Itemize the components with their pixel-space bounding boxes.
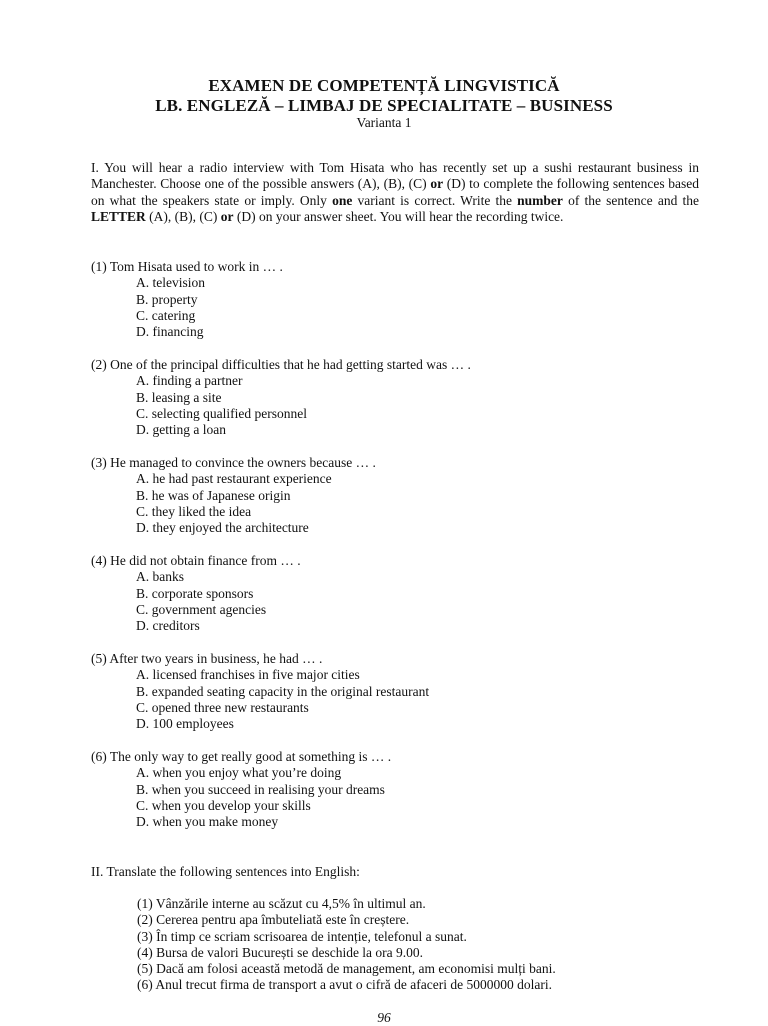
- instruction-text: (A), (B), (C): [145, 208, 221, 224]
- answer-option-c: C. government agencies: [136, 601, 267, 617]
- answer-option-b: B. he was of Japanese origin: [136, 487, 291, 503]
- answer-option-b: B. property: [136, 291, 198, 307]
- instruction-emphasis: one: [332, 192, 353, 208]
- answer-options: [91, 373, 711, 438]
- instruction-text: (D) on your answer sheet. You will hear the recording twice.: [233, 208, 564, 224]
- answer-option-c: C. they liked the idea: [136, 503, 252, 519]
- question-2: [91, 357, 711, 438]
- answer-option-b: B. expanded seating capacity in the original restaurant: [136, 683, 430, 699]
- translation-sentence: (5) Dacă am folosi această metodă de management, am economisi mulți bani.: [137, 961, 556, 977]
- answer-option-d: D. getting a loan: [136, 422, 226, 438]
- answer-options: [91, 765, 711, 830]
- instruction-text: of the sentence and the: [562, 192, 699, 208]
- instruction-text: variant is correct. Write the: [352, 192, 518, 208]
- answer-option-b: B. corporate sponsors: [136, 585, 254, 601]
- answer-option-c: C. when you develop your skills: [136, 797, 311, 813]
- question-stem: (4) He did not obtain finance from … .: [91, 553, 301, 568]
- answer-option-d: D. creditors: [136, 618, 200, 634]
- instruction-emphasis: number: [517, 192, 563, 208]
- translation-sentence: (3) În timp ce scriam scrisoarea de intenție, telefonul a sunat.: [137, 928, 467, 944]
- translation-sentences: [137, 896, 697, 994]
- question-stem: (2) One of the principal difficulties that he had getting started was … .: [91, 357, 471, 372]
- answer-option-c: C. selecting qualified personnel: [136, 405, 307, 421]
- question-3: [91, 455, 711, 536]
- page-number: 96: [377, 1010, 391, 1025]
- answer-option-a: A. licensed franchises in five major cities: [136, 667, 360, 683]
- instruction-text: (D) to complete the following sentences based on what the speakers state or imply. Only: [91, 176, 699, 208]
- question-stem: (1) Tom Hisata used to work in … .: [91, 259, 283, 274]
- answer-options: [91, 667, 711, 732]
- question-stem: (5) After two years in business, he had … .: [91, 651, 323, 666]
- question-1: [91, 259, 711, 340]
- question-4: [91, 553, 711, 634]
- question-6: [91, 749, 711, 830]
- answer-option-a: A. when you enjoy what you’re doing: [136, 765, 342, 781]
- answer-option-d: D. financing: [136, 324, 204, 340]
- answer-options: [91, 275, 711, 340]
- answer-option-d: D. they enjoyed the architecture: [136, 520, 309, 536]
- translation-sentence: (1) Vânzările interne au scăzut cu 4,5% în ultimul an.: [137, 896, 426, 911]
- answer-options: [91, 471, 711, 536]
- answer-option-a: A. banks: [136, 569, 184, 585]
- translation-sentence: (6) Anul trecut firma de transport a avut o cifră de afaceri de 5000000 dolari.: [137, 977, 552, 993]
- question-stem: (3) He managed to convince the owners because … .: [91, 455, 376, 470]
- answer-option-c: C. catering: [136, 307, 196, 323]
- exam-subject: LB. ENGLEZĂ – LIMBAJ DE SPECIALITATE – BUSINESS: [155, 96, 613, 115]
- answer-option-d: D. 100 employees: [136, 716, 234, 732]
- section1-instructions: [91, 160, 699, 225]
- answer-option-b: B. when you succeed in realising your dreams: [136, 781, 385, 797]
- instruction-emphasis: or: [220, 208, 234, 224]
- answer-option-a: A. television: [136, 275, 205, 291]
- exam-variant: Varianta 1: [356, 115, 412, 130]
- translation-sentence: (4) Bursa de valori București se deschide la ora 9.00.: [137, 944, 424, 960]
- instruction-emphasis: or: [430, 176, 444, 192]
- translation-sentence: (2) Cererea pentru apa îmbuteliată este în creștere.: [137, 912, 410, 928]
- answer-option-a: A. he had past restaurant experience: [136, 471, 332, 487]
- instruction-emphasis: LETTER: [91, 208, 146, 224]
- answer-options: [91, 569, 711, 634]
- instruction-text: I. You will hear a radio interview with Tom Hisata who has recently set up a sushi restaurant business in Manchester. Choose one of the possible answers (A), (B), (C): [91, 160, 699, 192]
- exam-title: EXAMEN DE COMPETENȚĂ LINGVISTICĂ: [208, 76, 560, 95]
- question-5: [91, 651, 711, 732]
- answer-option-b: B. leasing a site: [136, 389, 222, 405]
- answer-option-d: D. when you make money: [136, 814, 279, 830]
- question-stem: (6) The only way to get really good at something is … .: [91, 749, 392, 764]
- answer-option-c: C. opened three new restaurants: [136, 699, 309, 715]
- section2-heading: II. Translate the following sentences into English:: [91, 864, 360, 879]
- answer-option-a: A. finding a partner: [136, 373, 243, 389]
